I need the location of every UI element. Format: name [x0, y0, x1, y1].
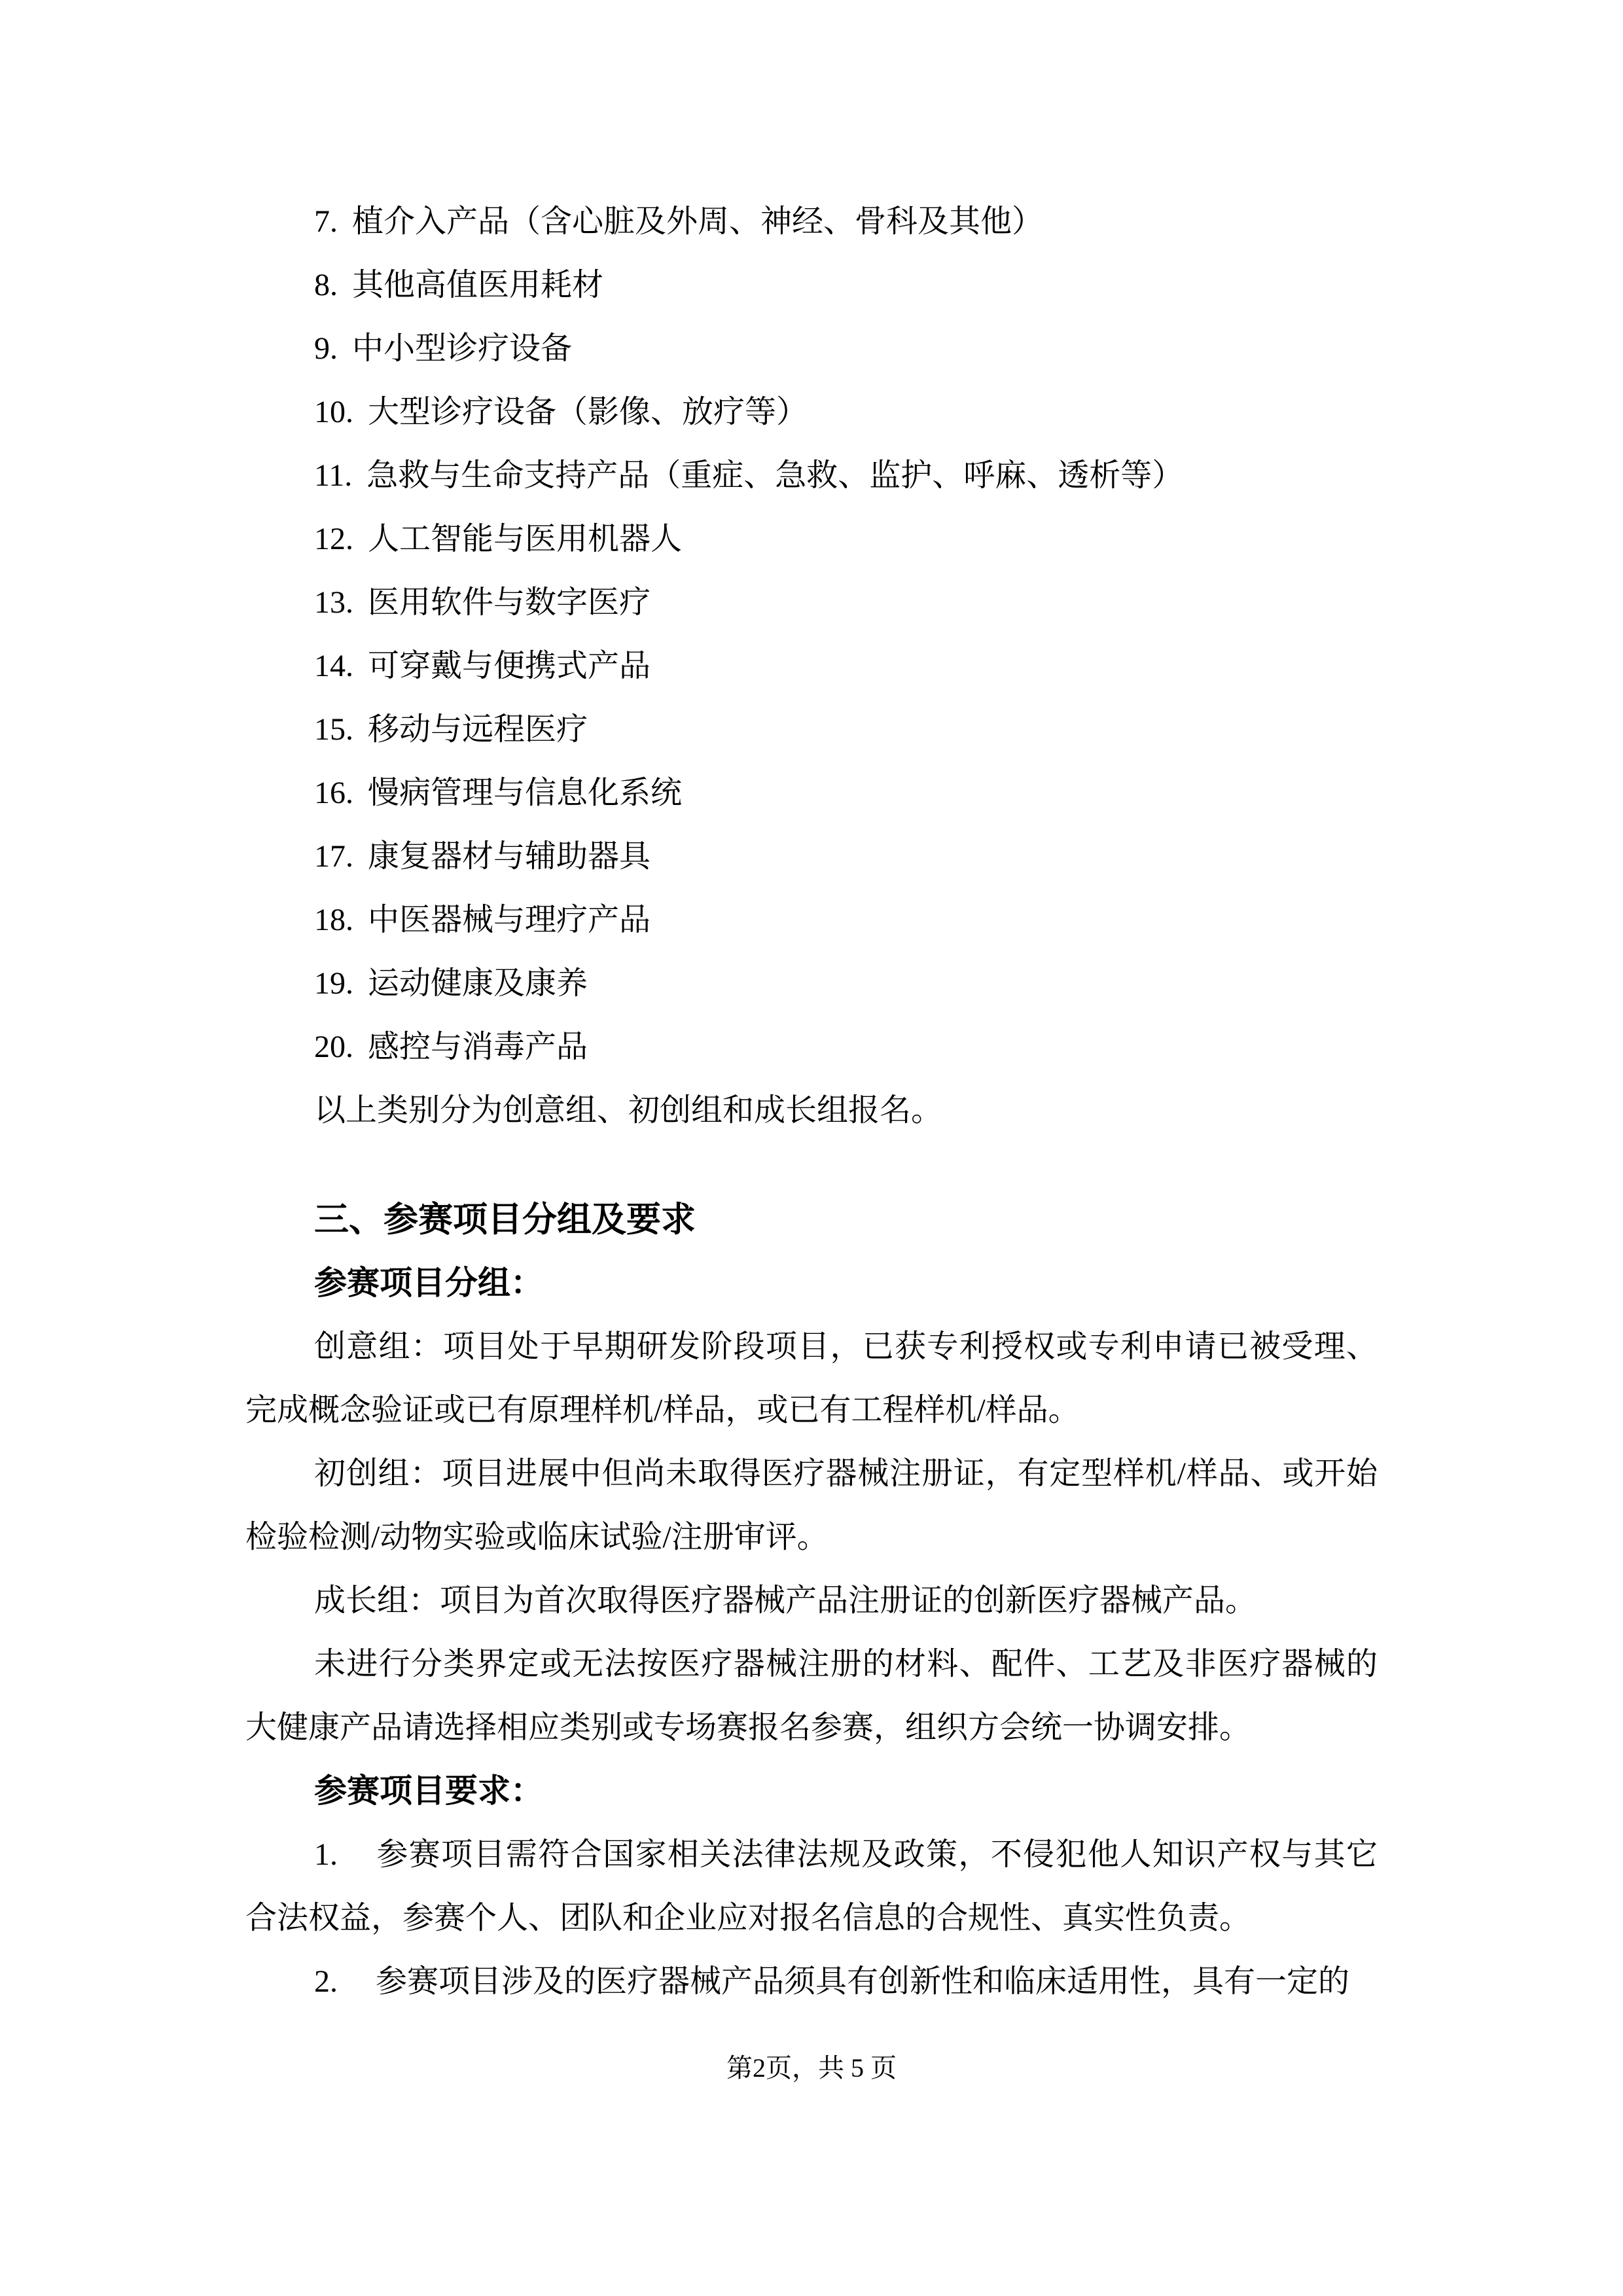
- page-footer: 第2页，共 5 页: [726, 2053, 897, 2083]
- category-item-number: 10.: [314, 395, 353, 429]
- category-item: [245, 698, 1378, 761]
- category-item-number: 18.: [314, 903, 353, 937]
- category-item: [245, 888, 1378, 952]
- document-content: [245, 190, 1378, 2013]
- requirement-item-text: 参赛项目需符合国家相关法律法规及政策，不侵犯他人知识产权与其它合法权益，参赛个人、团队和企业应对报名信息的合规性、真实性负责。: [245, 1837, 1378, 1935]
- category-item-text: 移动与远程医疗: [368, 712, 588, 747]
- category-item: [245, 444, 1378, 507]
- category-item-text: 运动健康及康养: [368, 966, 588, 1001]
- category-item-text: 康复器材与辅助器具: [368, 839, 651, 874]
- category-item-number: 12.: [314, 522, 353, 556]
- category-item-text: 人工智能与医用机器人: [368, 522, 683, 556]
- grouping-paragraph-startup: 初创组：项目进展中但尚未取得医疗器械注册证，有定型样机/样品、或开始检验检测/动物实验或临床试验/注册审评。: [245, 1456, 1378, 1554]
- category-item-text: 感控与消毒产品: [368, 1030, 588, 1064]
- category-item-number: 20.: [314, 1030, 353, 1064]
- category-item-number: 7.: [314, 204, 338, 239]
- category-item-number: 13.: [314, 585, 353, 620]
- category-item-number: 16.: [314, 776, 353, 810]
- category-item-text: 中医器械与理疗产品: [368, 903, 651, 937]
- requirement-item: [245, 1950, 1378, 2013]
- category-item: [245, 825, 1378, 888]
- requirement-item: [245, 1823, 1378, 1950]
- category-item: [245, 253, 1378, 317]
- category-item-text: 中小型诊疗设备: [352, 331, 573, 366]
- category-item: [245, 380, 1378, 444]
- category-item-number: 11.: [314, 458, 353, 493]
- category-item-text: 急救与生命支持产品（重症、急救、监护、呼麻、透析等）: [366, 458, 1184, 493]
- category-item: [245, 571, 1378, 634]
- category-item: [245, 634, 1378, 698]
- category-item-text: 可穿戴与便携式产品: [368, 649, 651, 683]
- grouping-paragraph-creative: 创意组：项目处于早期研发阶段项目，已获专利授权或专利申请已被受理、完成概念验证或已有原理样机/样品，或已有工程样机/样品。: [245, 1329, 1378, 1427]
- requirement-item-number: 1.: [314, 1837, 338, 1872]
- category-item-text: 其他高值医用耗材: [352, 268, 604, 302]
- category-item-text: 大型诊疗设备（影像、放疗等）: [368, 395, 808, 429]
- grouping-paragraph-growth: 成长组：项目为首次取得医疗器械产品注册证的创新医疗器械产品。: [314, 1583, 1257, 1618]
- category-item-text: 医用软件与数字医疗: [368, 585, 651, 620]
- requirement-item-number: 2.: [314, 1964, 338, 1999]
- section-heading: 三、参赛项目分组及要求: [314, 1200, 696, 1239]
- grouping-heading: 参赛项目分组：: [314, 1265, 543, 1301]
- requirement-item-text: 参赛项目涉及的医疗器械产品须具有创新性和临床适用性，具有一定的: [376, 1964, 1350, 1999]
- category-item-number: 17.: [314, 839, 353, 874]
- category-item-number: 15.: [314, 712, 353, 747]
- category-item: [245, 1015, 1378, 1079]
- category-item-number: 8.: [314, 268, 338, 302]
- category-item-text: 慢病管理与信息化系统: [368, 776, 683, 810]
- category-item: [245, 761, 1378, 825]
- category-item-text: 植介入产品（含心脏及外周、神经、骨科及其他）: [352, 204, 1044, 239]
- grouping-paragraph-unclassified: 未进行分类界定或无法按医疗器械注册的材料、配件、工艺及非医疗器械的大健康产品请选择相应类别或专场赛报名参赛，组织方会统一协调安排。: [245, 1647, 1378, 1745]
- category-item-number: 19.: [314, 966, 353, 1001]
- category-item-number: 14.: [314, 649, 353, 683]
- category-item: [245, 952, 1378, 1015]
- category-item-number: 9.: [314, 331, 338, 366]
- category-list-note: 以上类别分为创意组、初创组和成长组报名。: [314, 1093, 943, 1128]
- category-item: [245, 507, 1378, 571]
- category-item: [245, 317, 1378, 380]
- category-item: [245, 190, 1378, 253]
- requirements-heading: 参赛项目要求：: [314, 1772, 543, 1809]
